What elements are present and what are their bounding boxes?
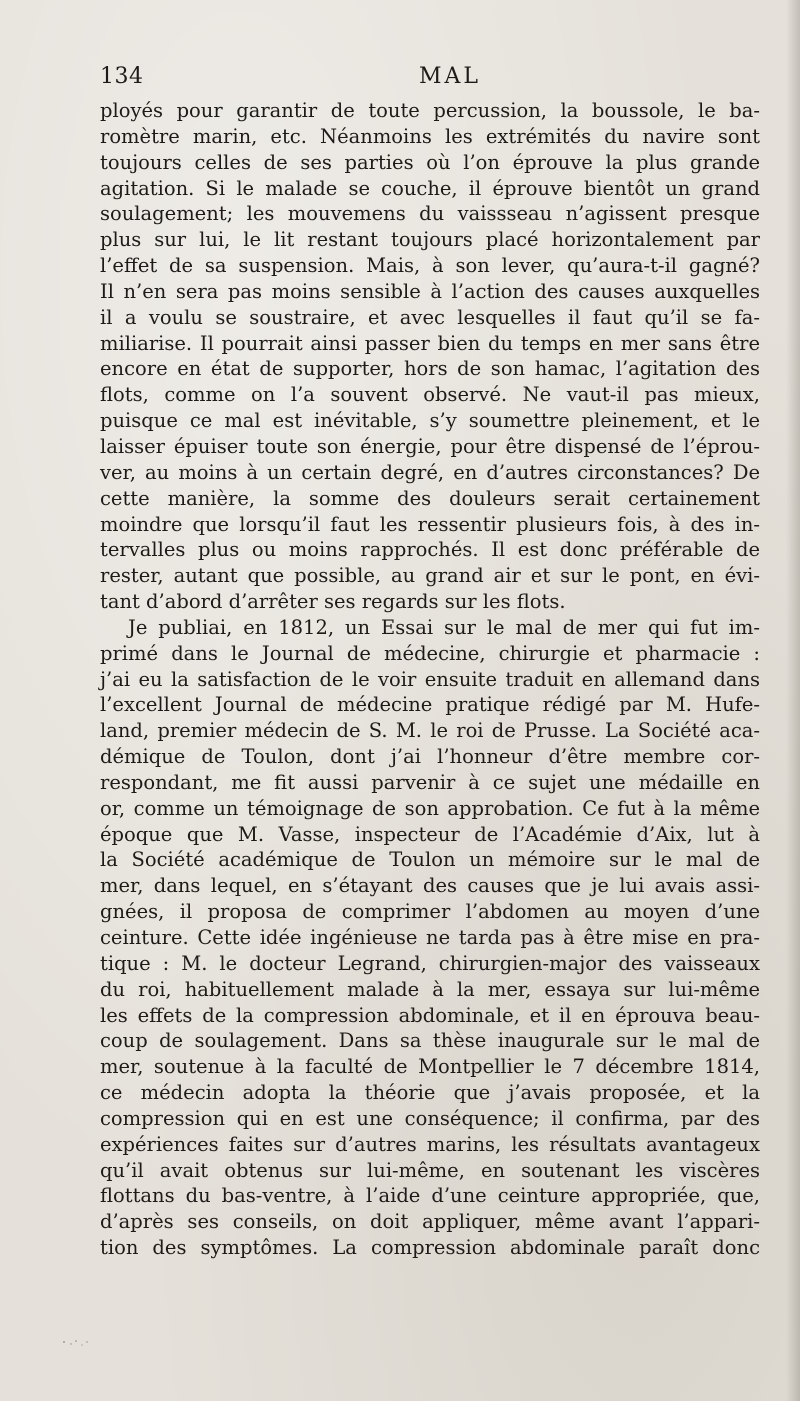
text-line: d’après ses conseils, on doit appliquer, même avant l’appari-: [100, 1210, 760, 1234]
body-text: [100, 98, 760, 1261]
text-line: flots, comme on l’a souvent observé. Ne vaut-il pas mieux,: [100, 383, 760, 407]
text-line: il a voulu se soustraire, et avec lesquelles il faut qu’il se fa-: [100, 305, 760, 329]
text-line: époque que M. Vasse, inspecteur de l’Académie d’Aix, lut à: [100, 822, 760, 846]
text-line: mer, dans lequel, en s’étayant des causes que je lui avais assi-: [100, 874, 760, 898]
text-line: soulagement; les mouvemens du vaissseau n’agissent presque: [100, 202, 760, 226]
text-line: land, premier médecin de S. M. le roi de Prusse. La Société aca-: [100, 719, 760, 743]
text-line-paragraph-end: tant d’abord d’arrêter ses regards sur les flots.: [100, 590, 566, 614]
ink-speck-marks: [58, 1330, 98, 1360]
text-line: j’ai eu la satisfaction de le voir ensuite traduit en allemand dans: [100, 667, 760, 691]
text-line: du roi, habituellement malade à la mer, essaya sur lui-même: [100, 977, 760, 1001]
text-line: respondant, me fit aussi parvenir à ce sujet une médaille en: [100, 770, 760, 794]
text-line: l’effet de sa suspension. Mais, à son lever, qu’aura-t-il gagné?: [100, 254, 760, 278]
text-line: romètre marin, etc. Néanmoins les extrémités du navire sont: [100, 124, 760, 148]
text-line: toujours celles de ses parties où l’on éprouve la plus grande: [100, 150, 760, 174]
text-line: expériences faites sur d’autres marins, les résultats avantageux: [100, 1132, 760, 1156]
text-line: primé dans le Journal de médecine, chirurgie et pharmacie :: [100, 641, 760, 665]
text-line: les effets de la compression abdominale, et il en éprouva beau-: [100, 1003, 760, 1027]
text-line: ployés pour garantir de toute percussion, la boussole, le ba-: [100, 99, 760, 122]
text-line: or, comme un témoignage de son approbation. Ce fut à la même: [100, 796, 760, 820]
text-line: cette manière, la somme des douleurs serait certainement: [100, 486, 760, 510]
text-line: la Société académique de Toulon un mémoire sur le mal de: [100, 848, 760, 872]
text-line: encore en état de supporter, hors de son hamac, l’agitation des: [100, 357, 760, 381]
page-gutter-shadow: [786, 0, 800, 1401]
text-line: coup de soulagement. Dans sa thèse inaugurale sur le mal de: [100, 1029, 760, 1053]
text-line: démique de Toulon, dont j’ai l’honneur d’être membre cor-: [100, 745, 760, 769]
text-line: Il n’en sera pas moins sensible à l’action des causes auxquelles: [100, 279, 760, 303]
text-line: compression qui en est une conséquence; il confirma, par des: [100, 1106, 760, 1130]
text-line: l’excellent Journal de médecine pratique rédigé par M. Hufe-: [100, 693, 760, 717]
text-line: gnées, il proposa de comprimer l’abdomen au moyen d’une: [100, 900, 760, 924]
text-line: tion des symptômes. La compression abdominale paraît donc: [100, 1236, 760, 1260]
text-line: moindre que lorsqu’il faut les ressentir plusieurs fois, à des in-: [100, 512, 760, 536]
text-line: tervalles plus ou moins rapprochés. Il est donc préférable de: [100, 538, 760, 562]
text-line: flottans du bas-ventre, à l’aide d’une ceinture appropriée, que,: [100, 1184, 760, 1208]
text-line: rester, autant que possible, au grand air et sur le pont, en évi-: [100, 564, 760, 588]
text-line: plus sur lui, le lit restant toujours placé horizontalement par: [100, 228, 760, 252]
text-line: agitation. Si le malade se couche, il éprouve bientôt un grand: [100, 176, 760, 200]
text-line: ver, au moins à un certain degré, en d’autres circonstances? De: [100, 460, 760, 484]
text-line: puisque ce mal est inévitable, s’y soumettre pleinement, et le: [100, 409, 760, 433]
text-line: miliarise. Il pourrait ainsi passer bien du temps en mer sans être: [100, 331, 760, 355]
text-line: ce médecin adopta la théorie que j’avais proposée, et la: [100, 1081, 760, 1105]
text-line: tique : M. le docteur Legrand, chirurgien-major des vaisseaux: [100, 951, 760, 975]
running-head: MAL: [418, 64, 482, 89]
text-line: mer, soutenue à la faculté de Montpellier le 7 décembre 1814,: [100, 1055, 760, 1079]
text-line-paragraph-start: Je publiai, en 1812, un Essai sur le mal de mer qui fut im-: [128, 615, 760, 639]
text-line: laisser épuiser toute son énergie, pour être dispensé de l’éprou-: [100, 434, 760, 458]
text-line: ceinture. Cette idée ingénieuse ne tarda pas à être mise en pra-: [100, 926, 760, 949]
text-line: qu’il avait obtenus sur lui-même, en soutenant les viscères: [100, 1158, 760, 1182]
page-number: 134: [100, 64, 144, 89]
page-header: [100, 62, 760, 92]
